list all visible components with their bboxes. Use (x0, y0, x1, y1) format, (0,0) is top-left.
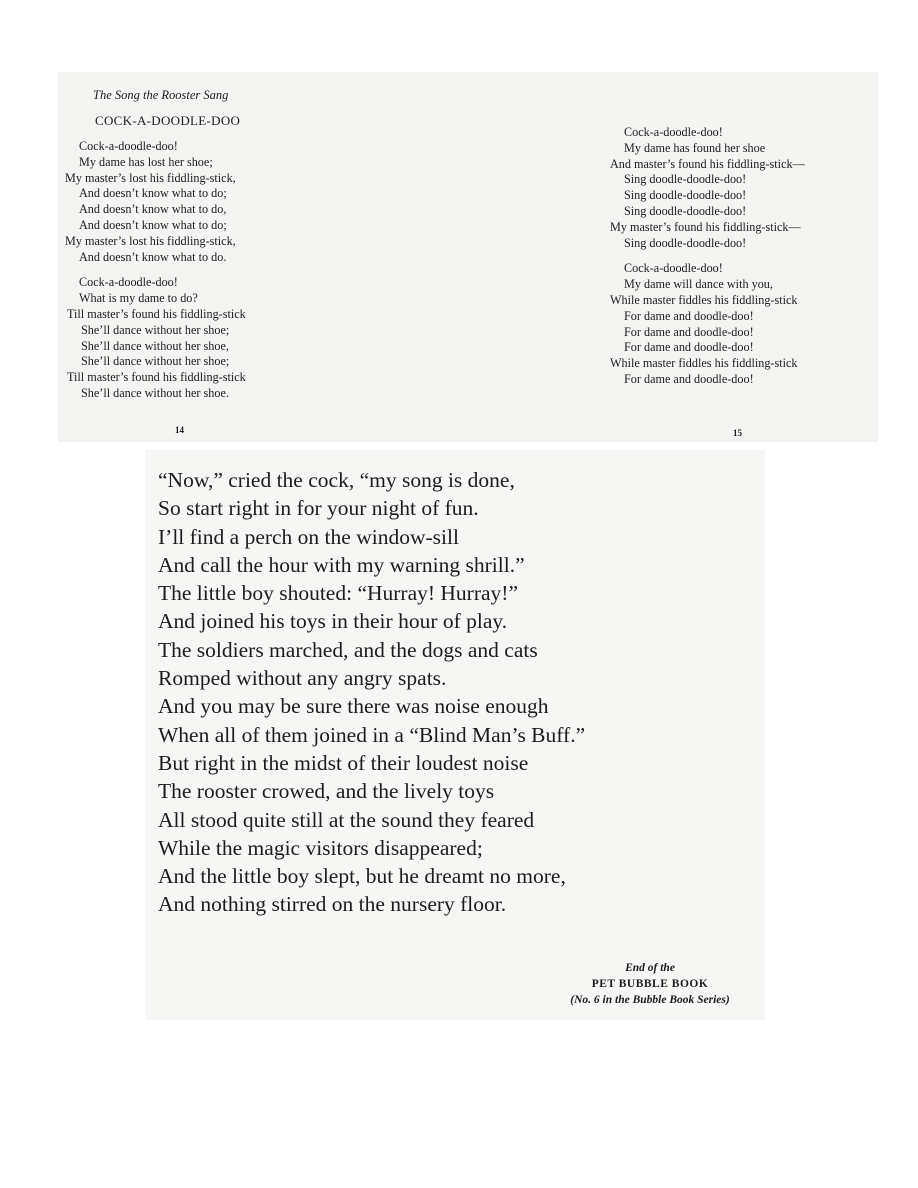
verse-line: For dame and doodle-doo! (624, 371, 754, 386)
poem-line: All stood quite still at the sound they feared (158, 807, 535, 832)
poem-line: And call the hour with my warning shrill.” (158, 552, 525, 577)
left-verse-2 (65, 275, 315, 401)
poem-line: And joined his toys in their hour of play. (158, 609, 508, 634)
verse-line: For dame and doodle-doo! (624, 324, 754, 339)
verse-line: Till master’s found his fiddling-stick (67, 370, 246, 385)
verse-line: She’ll dance without her shoe; (81, 354, 230, 369)
right-page (610, 125, 875, 398)
poem-line: And you may be sure there was noise enough (158, 694, 549, 719)
verse-line: Sing doodle-doodle-doo! (624, 203, 747, 218)
ending-line-1: End of the (625, 962, 675, 974)
left-verse-1 (65, 139, 315, 265)
poem-line: While the magic visitors disappeared; (158, 835, 483, 860)
verse-line: Sing doodle-doodle-doo! (624, 188, 747, 203)
left-page (65, 88, 315, 412)
verse-line: And doesn’t know what to do; (79, 217, 227, 232)
verse-line: Cock-a-doodle-doo! (624, 261, 723, 276)
page-number-left: 14 (175, 425, 184, 435)
poem-line: “Now,” cried the cock, “my song is done, (158, 468, 515, 492)
poem-line: Romped without any angry spats. (158, 666, 447, 691)
verse-line: And doesn’t know what to do. (79, 249, 227, 264)
verse-line: For dame and doodle-doo! (624, 308, 754, 323)
verse-line: And doesn’t know what to do; (79, 186, 227, 201)
verse-line: For dame and doodle-doo! (624, 340, 754, 355)
ending-series-note: (No. 6 in the Bubble Book Series) (570, 994, 730, 1006)
verse-line: While master fiddles his fiddling-stick (610, 292, 798, 307)
poem-line: The soldiers marched, and the dogs and cats (158, 637, 538, 662)
verse-line: She’ll dance without her shoe, (81, 338, 229, 353)
right-verse-1 (610, 125, 875, 251)
poem-line: The little boy shouted: “Hurray! Hurray!” (158, 581, 518, 606)
verse-line: Till master’s found his fiddling-stick (67, 306, 246, 321)
ending-book-title: PET BUBBLE BOOK (591, 978, 709, 990)
verse-line: My dame has found her shoe (624, 140, 766, 155)
poem-line: I’ll find a perch on the window-sill (158, 524, 459, 549)
verse-line: Cock-a-doodle-doo! (79, 275, 178, 290)
right-verse-2 (610, 261, 875, 387)
verse-line: My master’s found his fiddling-stick— (610, 219, 801, 234)
verse-line: Sing doodle-doodle-doo! (624, 172, 747, 187)
poem-line: And the little boy slept, but he dreamt no more, (158, 864, 566, 889)
closing-poem (158, 466, 748, 919)
book-ending (520, 960, 780, 1008)
verse-line: What is my dame to do? (79, 291, 198, 306)
song-title: COCK-A-DOODLE-DOO (95, 113, 241, 128)
poem-line: And nothing stirred on the nursery floor. (158, 892, 507, 917)
verse-line: My dame has lost her shoe; (79, 154, 213, 169)
poem-line: So start right in for your night of fun. (158, 496, 479, 521)
verse-line: My dame will dance with you, (624, 277, 773, 292)
verse-line: Cock-a-doodle-doo! (79, 139, 178, 153)
verse-line: My master’s lost his fiddling-stick, (65, 170, 236, 185)
verse-line: And doesn’t know what to do, (79, 202, 227, 217)
poem-line: But right in the midst of their loudest noise (158, 750, 529, 775)
verse-line: While master fiddles his fiddling-stick (610, 356, 798, 371)
verse-line: Sing doodle-doodle-doo! (624, 235, 747, 250)
poem-line: The rooster crowed, and the lively toys (158, 779, 495, 804)
verse-line: My master’s lost his fiddling-stick, (65, 233, 236, 248)
song-subtitle: The Song the Rooster Sang (93, 88, 229, 102)
verse-line: She’ll dance without her shoe; (81, 322, 230, 337)
verse-line: Cock-a-doodle-doo! (624, 125, 723, 139)
poem-line: When all of them joined in a “Blind Man’s Buff.” (158, 722, 586, 747)
verse-line: She’ll dance without her shoe. (81, 385, 229, 400)
verse-line: And master’s found his fiddling-stick— (610, 156, 805, 171)
page-number-right: 15 (733, 428, 742, 438)
